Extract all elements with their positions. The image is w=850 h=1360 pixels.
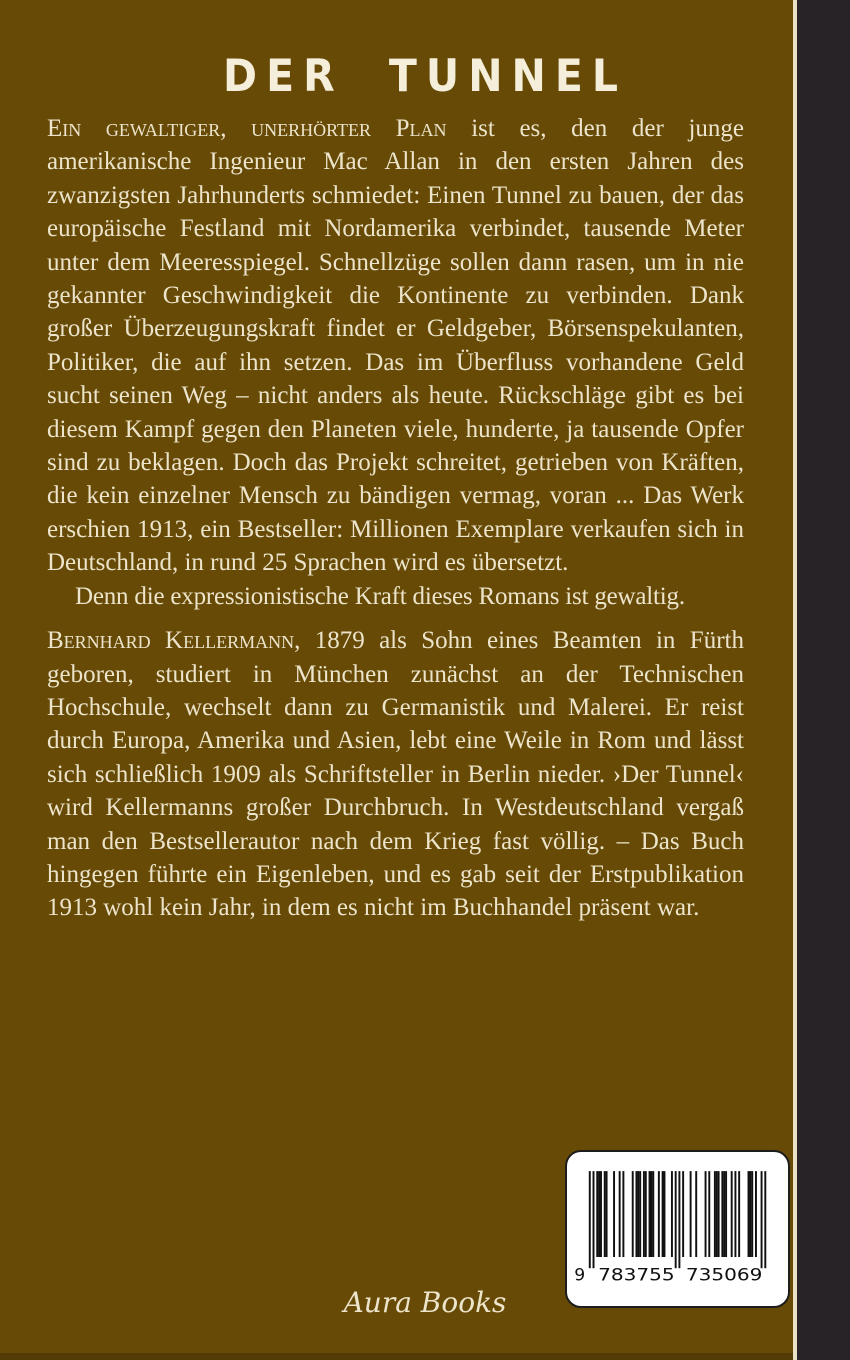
author-bio-text: , 1879 als Sohn eines Beamten in Fürth geboren, studiert in München zunächst an der Technischen Hochschule, wechselt dann zu Germanistik und Malerei. Er reist durch Europa, Amerika und Asien, lebt eine Weile in Rom und lässt sich schließlich 1909 als Schriftsteller in Berlin nieder. ›Der Tunnel‹ wird Kellermanns großer Durchbruch. In Westdeutschland vergaß man den Bestsellerautor nach dem Krieg fast völlig. – Das Buch hingegen führte ein Eigenleben, und es gab seit der Erstpublikation 1913 wohl kein Jahr, in dem es nicht im Buchhandel präsent war. bbox=[47, 627, 744, 922]
synopsis-paragraph bbox=[47, 112, 744, 580]
author-bio-paragraph bbox=[47, 624, 744, 925]
barcode-bars bbox=[572, 1171, 783, 1287]
author-name-smallcaps: Bernhard Kellermann bbox=[47, 627, 295, 655]
publisher-logo: Aura Books bbox=[343, 1286, 507, 1319]
book-title: DER TUNNEL bbox=[223, 50, 627, 102]
blurb-text-block bbox=[47, 112, 744, 925]
cover-bottom-shadow bbox=[0, 1353, 794, 1360]
svg-text:9: 9 bbox=[574, 1265, 586, 1286]
synopsis-body-text: ist es, den der junge amerikanische Ingenieur Mac Allan in den ersten Jahren des zwanzigsten Jahrhunderts schmiedet: Einen Tunnel zu bauen, der das europäische Festland mit Nordamerika verbindet, tausende Meter unter dem Meeresspiegel. Schnellzüge sollen dann rasen, um in nie gekannter Geschwindigkeit die Kontinente zu verbinden. Dank großer Überzeugungskraft findet er Geldgeber, Börsenspekulanten, Politiker, die auf ihn setzen. Das im Überfluss vorhandene Geld sucht seinen Weg – nicht anders als heute. Rückschläge gibt es bei diesem Kampf gegen den Planeten viele, hunderte, ja tausende Opfer sind zu beklagen. Doch das Projekt schreitet, getrieben von Kräften, die kein einzelner Mensch zu bändigen vermag, voran ... Das Werk erschien 1913, ein Bestseller: Millionen Exemplare verkaufen sich in Deutschland, in rund 25 Sprachen wird es übersetzt. bbox=[47, 115, 744, 577]
svg-text:735069: 735069 bbox=[685, 1265, 763, 1286]
svg-text:783755: 783755 bbox=[598, 1265, 675, 1286]
background-band bbox=[797, 0, 850, 1360]
synopsis-lead-smallcaps: Ein gewaltiger, unerhörter Plan bbox=[47, 115, 447, 142]
synopsis-closing-line: Denn die expressionistische Kraft dieses Romans ist gewaltig. bbox=[75, 582, 685, 610]
barcode bbox=[565, 1150, 790, 1308]
